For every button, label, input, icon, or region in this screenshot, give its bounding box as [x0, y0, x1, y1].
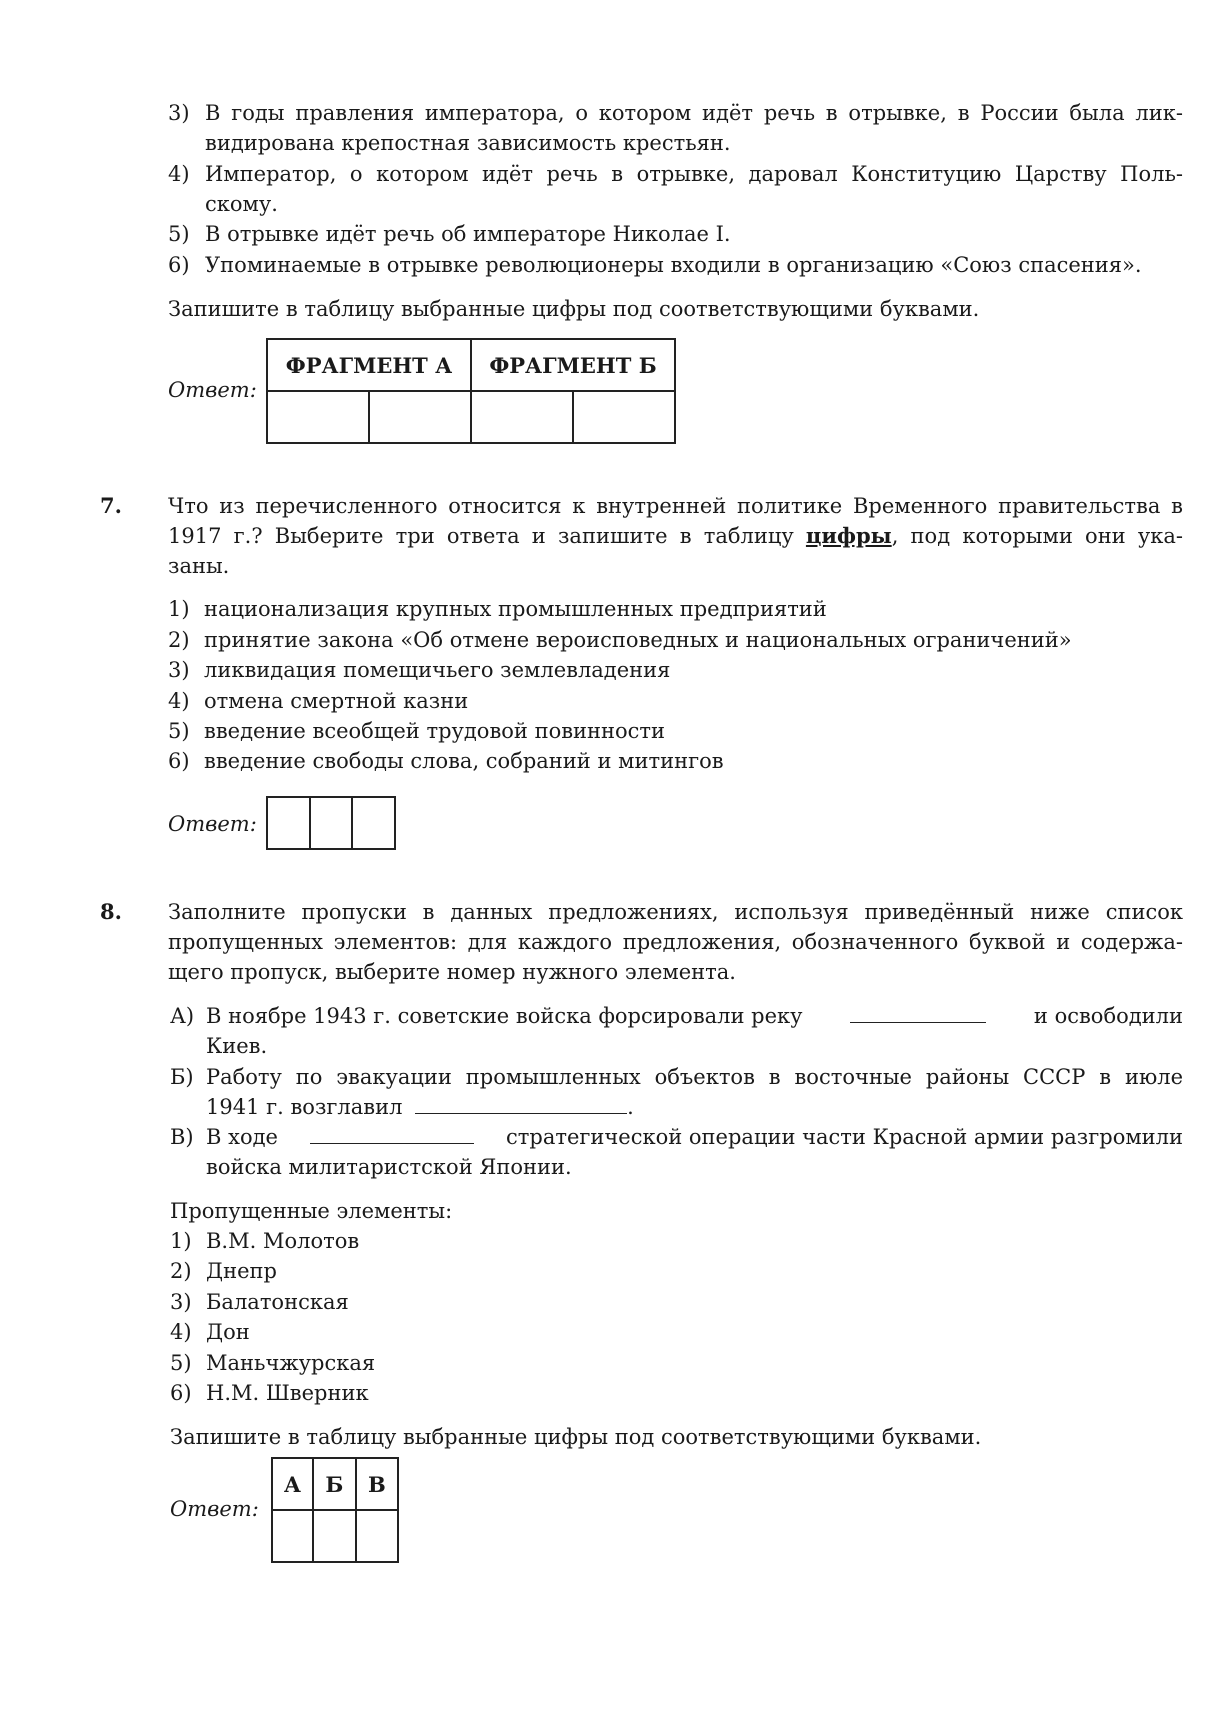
answer-label: Ответ:	[168, 378, 257, 402]
list-item-number: 6)	[168, 253, 190, 277]
list-item: 2) принятие закона «Об отмене вероисповедных и национальных ограничений»	[168, 628, 1072, 652]
q6-answer-table	[266, 338, 676, 444]
q7-text-emphasis: цифры	[805, 523, 892, 548]
answer-label: Ответ:	[170, 1497, 259, 1521]
sentence-c-line2: войска милитаристской Японии.	[206, 1155, 572, 1179]
sentence-c-text-end: стратегической операции части Красной армии разгромили	[506, 1125, 1183, 1149]
q8-answer-table	[271, 1457, 399, 1563]
answer-cell[interactable]	[267, 797, 310, 849]
answer-cell[interactable]	[352, 797, 395, 849]
question-number: 7.	[100, 493, 122, 518]
table-header-b: Б	[313, 1458, 356, 1510]
table-header-v: В	[356, 1458, 398, 1510]
sentence-letter: В)	[170, 1125, 194, 1149]
answer-label: Ответ:	[168, 812, 257, 836]
list-item: 3) Балатонская	[170, 1290, 349, 1314]
q7-text-line: Что из перечисленного относится к внутренней политике Временного правительства в	[168, 494, 1183, 518]
answer-cell[interactable]	[369, 391, 471, 443]
answer-cell[interactable]	[313, 1510, 356, 1562]
list-item: 4) отмена смертной казни	[168, 689, 469, 713]
q7-text-line	[168, 521, 1183, 551]
answer-cell[interactable]	[573, 391, 675, 443]
sentence-c-blank[interactable]	[310, 1123, 474, 1144]
q8-instruction: Запишите в таблицу выбранные цифры под соответствующими буквами.	[170, 1425, 982, 1449]
q7-text-pre: 1917 г.? Выберите три ответа и запишите в таблицу	[168, 524, 794, 548]
list-item-text: Император, о котором идёт речь в отрывке, даровал Конституцию Царству Поль-	[205, 162, 1183, 186]
table-header-a: А	[272, 1458, 313, 1510]
list-item: 6) Н.М. Шверник	[170, 1381, 369, 1405]
elements-title: Пропущенные элементы:	[170, 1199, 453, 1223]
list-item: 2) Днепр	[170, 1259, 277, 1283]
list-item: 3) ликвидация помещичьего землевладения	[168, 658, 671, 682]
sentence-b-text: 1941 г. возглавил	[206, 1095, 403, 1119]
list-item-number: 4)	[168, 162, 190, 186]
answer-cell[interactable]	[356, 1510, 398, 1562]
list-item-text: В отрывке идёт речь об императоре Николае I.	[205, 222, 731, 246]
q7-answer-table	[266, 796, 396, 850]
list-item: 5) Маньчжурская	[170, 1351, 376, 1375]
sentence-a-line2: Киев.	[206, 1034, 268, 1058]
table-header-fragment-a: ФРАГМЕНТ А	[267, 339, 471, 391]
table-header-fragment-b: ФРАГМЕНТ Б	[471, 339, 675, 391]
list-item-text: видирована крепостная зависимость крестьян.	[205, 131, 731, 155]
list-item-text: В годы правления императора, о котором идёт речь в отрывке, в России была лик-	[205, 101, 1183, 125]
answer-cell[interactable]	[310, 797, 353, 849]
list-item: 1) национализация крупных промышленных предприятий	[168, 597, 827, 621]
q7-text-post: , под которыми они ука-	[891, 524, 1183, 548]
sentence-c-text: В ходе	[206, 1125, 278, 1149]
answer-cell[interactable]	[267, 391, 369, 443]
sentence-b-line2	[206, 1092, 634, 1122]
sentence-a-text-end: и освободили	[1033, 1004, 1183, 1028]
answer-cell[interactable]	[471, 391, 573, 443]
question-number: 8.	[100, 899, 122, 924]
list-item: 6) введение свободы слова, собраний и митингов	[168, 749, 724, 773]
list-item: 4) Дон	[170, 1320, 250, 1344]
sentence-c	[206, 1122, 1183, 1152]
sentence-letter: Б)	[170, 1065, 194, 1089]
sentence-b-blank[interactable]	[415, 1093, 627, 1114]
list-item: 1) В.М. Молотов	[170, 1229, 360, 1253]
q6-instruction: Запишите в таблицу выбранные цифры под соответствующими буквами.	[168, 297, 980, 321]
list-item: 5) введение всеобщей трудовой повинности	[168, 719, 666, 743]
q7-text-line: заны.	[168, 554, 230, 578]
q8-intro-line: щего пропуск, выберите номер нужного элемента.	[168, 960, 736, 984]
sentence-b-period: .	[627, 1095, 634, 1119]
list-item-number: 3)	[168, 101, 190, 125]
q8-intro-line: пропущенных элементов: для каждого предложения, обозначенного буквой и содержа-	[168, 930, 1183, 954]
sentence-a-blank[interactable]	[850, 1002, 986, 1023]
answer-cell[interactable]	[272, 1510, 313, 1562]
list-item-number: 5)	[168, 222, 190, 246]
sentence-b-line1: Работу по эвакуации промышленных объектов в восточные районы СССР в июле	[206, 1065, 1183, 1089]
list-item-text: скому.	[205, 192, 278, 216]
sentence-a	[206, 1001, 1183, 1031]
sentence-a-text: В ноябре 1943 г. советские войска форсировали реку	[206, 1004, 803, 1028]
q8-intro-line: Заполните пропуски в данных предложениях, используя приведённый ниже список	[168, 900, 1183, 924]
sentence-letter: А)	[170, 1004, 195, 1028]
list-item-text: Упоминаемые в отрывке революционеры входили в организацию «Союз спасения».	[205, 253, 1142, 277]
